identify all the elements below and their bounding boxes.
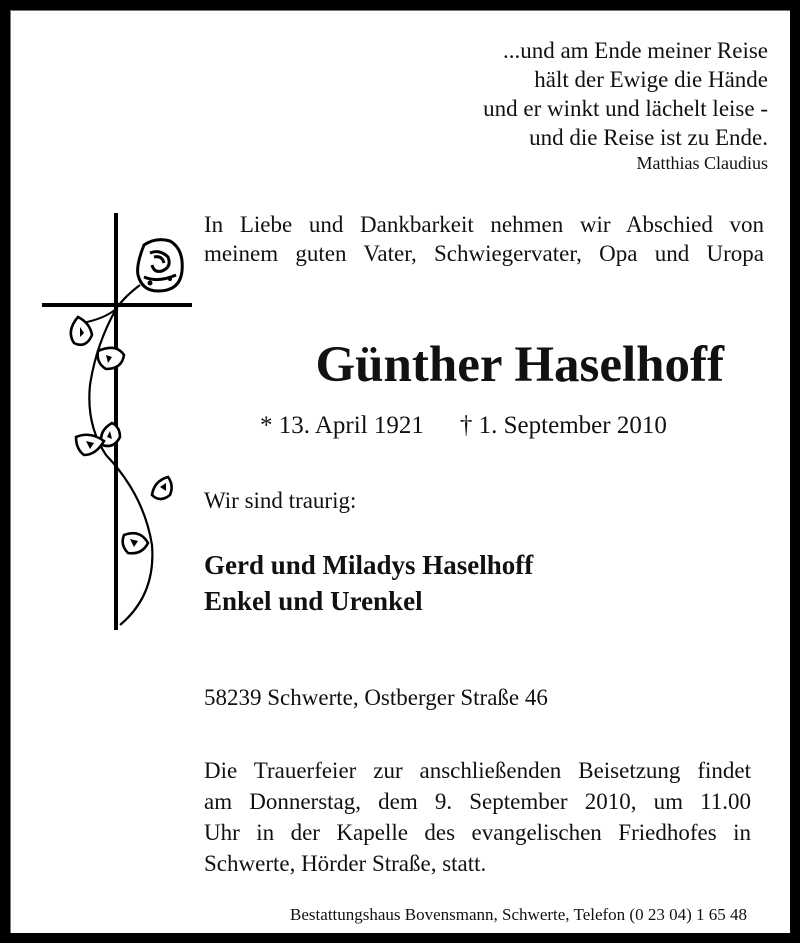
poem-line: und er winkt und lächelt leise - xyxy=(483,96,768,121)
mourner-line: Enkel und Urenkel xyxy=(204,586,423,616)
cross-with-rose-icon xyxy=(32,205,192,635)
intro-line: meinem guten Vater, Schwiegervater, Opa und Uropa xyxy=(204,241,764,266)
ceremony-line: Die Trauerfeier zur anschließenden Beisetzung findet xyxy=(204,758,751,783)
mourner-line: Gerd und Miladys Haselhoff xyxy=(204,550,534,580)
family-address: 58239 Schwerte, Ostberger Straße 46 xyxy=(204,685,548,710)
life-dates xyxy=(260,411,667,441)
ceremony-details xyxy=(204,755,751,879)
farewell-intro xyxy=(204,210,764,268)
mourners-list xyxy=(204,547,533,619)
poem-line: hält der Ewige die Hände xyxy=(534,67,768,92)
deceased-name: Günther Haselhoff xyxy=(315,337,724,393)
ceremony-line: Uhr in der Kapelle des evangelischen Friedhofes in xyxy=(204,820,751,845)
death-date: † 1. September 2010 xyxy=(459,412,667,439)
poem-quote xyxy=(483,36,768,174)
obituary-card xyxy=(10,10,790,933)
ceremony-line: am Donnerstag, dem 9. September 2010, um 11.00 xyxy=(204,789,751,814)
ceremony-line: Schwerte, Hörder Straße, statt. xyxy=(204,851,487,876)
mourning-intro: Wir sind traurig: xyxy=(204,488,357,513)
poem-line: ...und am Ende meiner Reise xyxy=(502,38,768,63)
poem-author: Matthias Claudius xyxy=(636,153,768,173)
poem-line: und die Reise ist zu Ende. xyxy=(529,125,768,150)
funeral-home-footer: Bestattungshaus Bovensmann, Schwerte, Telefon (0 23 04) 1 65 48 xyxy=(290,905,747,924)
intro-line: In Liebe und Dankbarkeit nehmen wir Abschied von xyxy=(204,212,764,237)
birth-date: * 13. April 1921 xyxy=(260,412,424,439)
